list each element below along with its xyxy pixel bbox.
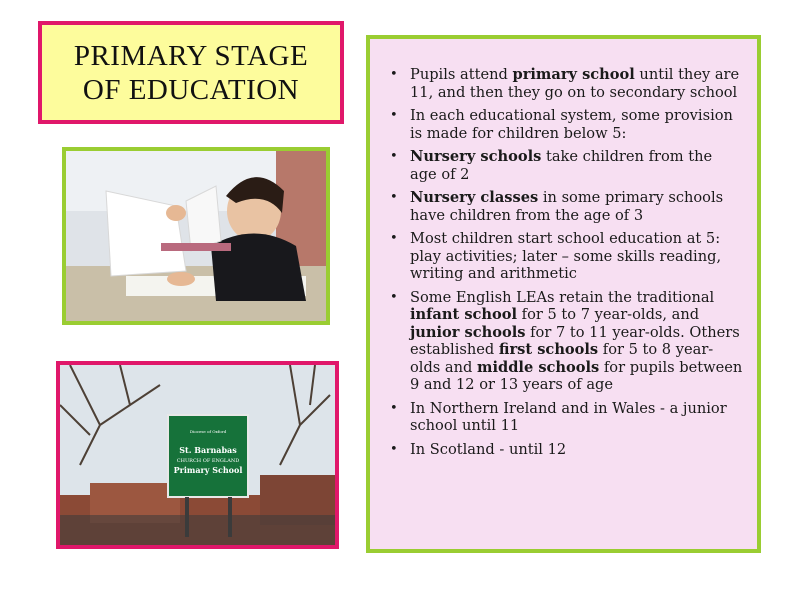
list-text: for 7 to 11 year-olds. Others established xyxy=(410,323,740,358)
list-text: In each educational system, some provision is made for children below 5: xyxy=(410,107,733,142)
sign-line-3: CHURCH OF ENGLAND xyxy=(176,458,240,464)
page-title: PRIMARY STAGE OF EDUCATION xyxy=(73,39,309,106)
list-item xyxy=(390,441,743,459)
content-panel xyxy=(366,35,761,553)
list-item xyxy=(390,107,743,142)
school-photo xyxy=(56,361,339,549)
classroom-photo xyxy=(62,147,330,325)
list-item xyxy=(390,400,743,435)
list-item xyxy=(390,66,743,101)
list-text: Some English LEAs retain the traditional xyxy=(410,288,715,306)
bullet-icon: • xyxy=(390,190,398,205)
bold-term: middle schools xyxy=(477,358,600,376)
list-text: until they are 11, and then they go on to secondary school xyxy=(410,66,740,101)
bullet-icon: • xyxy=(390,289,398,305)
bullet-icon: • xyxy=(390,108,398,123)
list-text: In Northern Ireland and in Wales - a junior school until 11 xyxy=(410,399,727,434)
sign-line-4: Primary School xyxy=(173,465,243,475)
list-text: for 5 to 8 year-olds and xyxy=(410,341,714,376)
sign-line-1: Diocese of Oxford xyxy=(189,429,227,434)
bullet-list xyxy=(390,66,743,458)
list-text: in some primary schools have children from the age of 3 xyxy=(410,189,724,224)
list-text: Most children start school education at 5: play activities; later – some skills reading, writing and arithmetic xyxy=(410,230,722,282)
list-item xyxy=(390,189,743,224)
list-text: Pupils attend xyxy=(410,66,513,83)
title-box xyxy=(38,21,344,124)
bold-term: Nursery classes xyxy=(410,189,539,206)
bold-term: first schools xyxy=(498,341,599,358)
list-item xyxy=(390,230,743,283)
sign-line-2: St. Barnabas xyxy=(179,445,237,455)
list-text: take children from the age of 2 xyxy=(410,148,713,183)
list-text: In Scotland - until 12 xyxy=(410,440,567,458)
bullet-icon: • xyxy=(390,67,398,82)
list-text: for 5 to 7 year-olds, and xyxy=(517,306,700,323)
bullet-icon: • xyxy=(390,149,398,164)
bullet-icon: • xyxy=(390,231,398,246)
bullet-icon: • xyxy=(390,441,398,457)
bullet-icon: • xyxy=(390,400,398,416)
list-item xyxy=(390,289,743,394)
list-item xyxy=(390,148,743,183)
bold-term: Nursery schools xyxy=(410,148,542,165)
bold-term: infant school xyxy=(410,306,518,323)
bold-term: junior schools xyxy=(410,323,526,341)
list-text: for pupils between 9 and 12 or 13 years of age xyxy=(410,358,743,393)
bold-term: primary school xyxy=(512,66,635,83)
